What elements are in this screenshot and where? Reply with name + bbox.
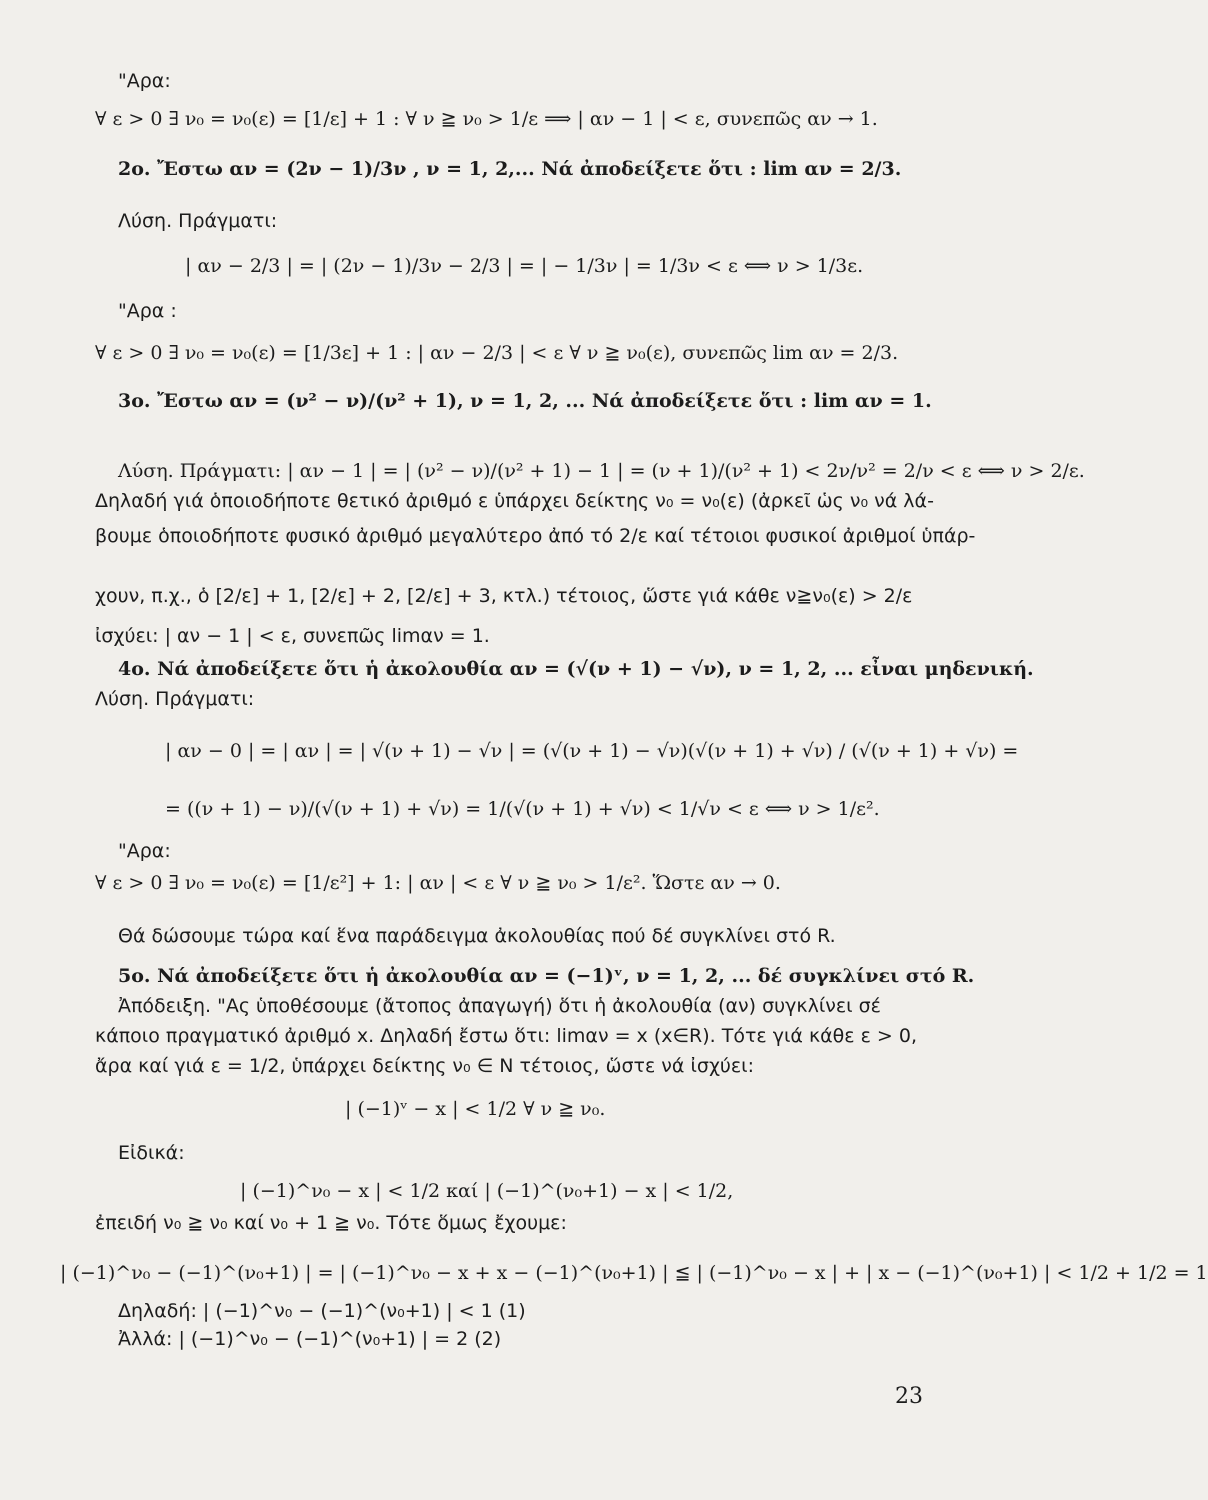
text-line: Λύση. Πράγματι: [118,210,278,232]
text-line: | (−1)^ν₀ − x | < 1/2 καί | (−1)^(ν₀+1) − x | < 1/2, [240,1180,734,1202]
text-line: | (−1)^ν₀ − (−1)^(ν₀+1) | = | (−1)^ν₀ − x + x − (−1)^(ν₀+1) | ≦ | (−1)^ν₀ − x | + | x − (−1)^(ν₀+1) | < 1/2 + 1/2 = 1 [60,1262,1208,1284]
text-line: | (−1)ᵛ − x | < 1/2 ∀ ν ≧ ν₀. [345,1098,606,1120]
text-line: "Αρα : [118,300,177,322]
text-line: | αν − 0 | = | αν | = | √(ν + 1) − √ν | = (√(ν + 1) − √ν)(√(ν + 1) + √ν) / (√(ν + 1) + √ν) = [165,740,1019,762]
text-line: 2ο. Ἔστω αν = (2ν − 1)/3ν , ν = 1, 2,... Νά ἀποδείξετε ὅτι : lim αν = 2/3. [118,158,902,180]
text-line: Θά δώσουμε τώρα καί ἕνα παράδειγμα ἀκολουθίας πού δέ συγκλίνει στό R. [118,925,836,947]
text-line: = ((ν + 1) − ν)/(√(ν + 1) + √ν) = 1/(√(ν + 1) + √ν) < 1/√ν < ε ⟺ ν > 1/ε². [165,798,880,820]
text-line: Ἀπόδειξη. "Ας ὑποθέσουμε (ἄτοπος ἀπαγωγή) ὅτι ἡ ἀκολουθία (αν) συγκλίνει σέ [118,995,881,1017]
text-line: Ἀλλά: | (−1)^ν₀ − (−1)^(ν₀+1) | = 2 (2) [118,1328,502,1350]
text-line: κάποιο πραγματικό ἀριθμό x. Δηλαδή ἔστω ὅτι: limαν = x (x∈R). Τότε γιά κάθε ε > 0, [95,1025,918,1047]
text-line: ἐπειδή ν₀ ≧ ν₀ καί ν₀ + 1 ≧ ν₀. Τότε ὅμως ἔχουμε: [95,1212,567,1234]
text-line: 3ο. Ἔστω αν = (ν² − ν)/(ν² + 1), ν = 1, 2, ... Νά ἀποδείξετε ὅτι : lim αν = 1. [118,390,932,412]
text-line: "Αρα: [118,70,171,92]
text-line: ἰσχύει: | αν − 1 | < ε, συνεπῶς limαν = 1. [95,625,490,647]
text-line: Εἰδικά: [118,1142,185,1164]
text-line: 4ο. Νά ἀποδείξετε ὅτι ἡ ἀκολουθία αν = (√(ν + 1) − √ν), ν = 1, 2, ... εἶναι μηδενική. [118,658,1034,680]
text-line: ∀ ε > 0 ∃ ν₀ = ν₀(ε) = [1/3ε] + 1 : | αν − 2/3 | < ε ∀ ν ≧ ν₀(ε), συνεπῶς lim αν = 2/3. [95,342,899,364]
text-line: Λύση. Πράγματι: | αν − 1 | = | (ν² − ν)/(ν² + 1) − 1 | = (ν + 1)/(ν² + 1) < 2ν/ν² = 2/ν < ε ⟺ ν > 2/ε. [118,460,1085,482]
text-line: ∀ ε > 0 ∃ ν₀ = ν₀(ε) = [1/ε²] + 1: | αν | < ε ∀ ν ≧ ν₀ > 1/ε². Ὥστε αν → 0. [95,872,781,894]
text-line: ∀ ε > 0 ∃ ν₀ = ν₀(ε) = [1/ε] + 1 : ∀ ν ≧ ν₀ > 1/ε ⟹ | αν − 1 | < ε, συνεπῶς αν → 1. [95,108,878,130]
text-line: 5ο. Νά ἀποδείξετε ὅτι ἡ ἀκολουθία αν = (−1)ᵛ, ν = 1, 2, ... δέ συγκλίνει στό R. [118,965,975,987]
text-line: βουμε ὁποιοδήποτε φυσικό ἀριθμό μεγαλύτερο ἀπό τό 2/ε καί τέτοιοι φυσικοί ἀριθμοί ὑπάρ- [95,525,976,547]
text-line: Δηλαδή: | (−1)^ν₀ − (−1)^(ν₀+1) | < 1 (1) [118,1300,526,1322]
text-line: Λύση. Πράγματι: [95,688,255,710]
text-line: "Αρα: [118,840,171,862]
page-number: 23 [895,1384,923,1409]
text-line: | αν − 2/3 | = | (2ν − 1)/3ν − 2/3 | = | − 1/3ν | = 1/3ν < ε ⟺ ν > 1/3ε. [185,255,864,277]
text-line: χουν, π.χ., ὁ [2/ε] + 1, [2/ε] + 2, [2/ε] + 3, κτλ.) τέτοιος, ὥστε γιά κάθε ν≧ν₀(ε) > 2/ε [95,585,913,607]
text-line: ἄρα καί γιά ε = 1/2, ὑπάρχει δείκτης ν₀ ∈ N τέτοιος, ὥστε νά ἰσχύει: [95,1055,755,1077]
text-line: Δηλαδή γιά ὁποιοδήποτε θετικό ἀριθμό ε ὑπάρχει δείκτης ν₀ = ν₀(ε) (ἀρκεῖ ὡς ν₀ νά λά- [95,490,934,512]
